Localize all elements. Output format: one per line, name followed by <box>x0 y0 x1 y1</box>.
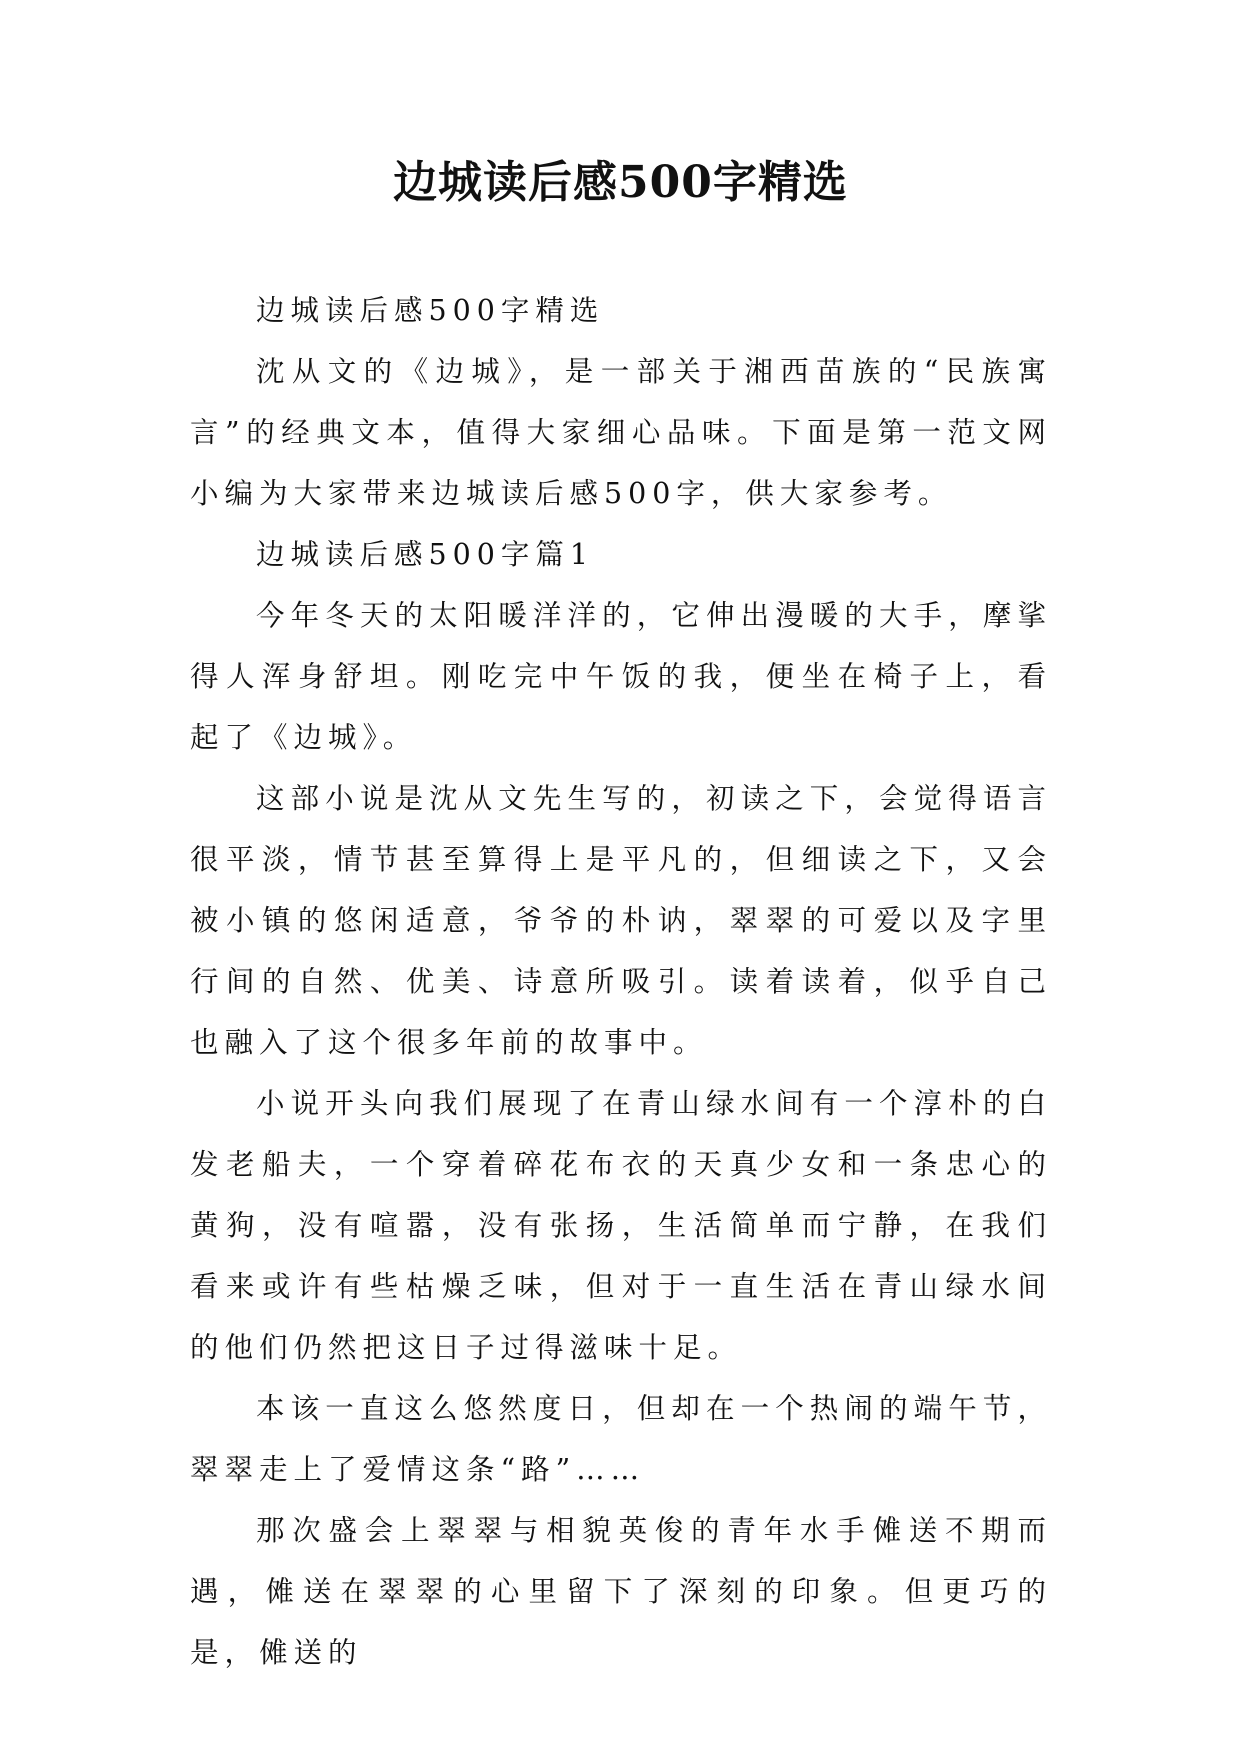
paragraph: 边城读后感500字篇1 <box>256 538 595 571</box>
document-title: 边城读后感500字精选 <box>393 157 848 208</box>
paragraph: 这部小说是沈从文先生写的，初读之下，会觉得语言很平淡，情节甚至算得上是平凡的，但细读之下，又会被小镇的悠闲适意，爷爷的朴讷，翠翠的可爱以及字里行间的自然、优美、诗意所吸引。读着读着，似乎自己也融入了这个很多年前的故事中。 <box>190 782 1052 1059</box>
paragraph: 小说开头向我们展现了在青山绿水间有一个淳朴的白发老船夫，一个穿着碎花布衣的天真少女和一条忠心的黄狗，没有喧嚣，没有张扬，生活简单而宁静，在我们看来或许有些枯燥乏味，但对于一直生活在青山绿水间的他们仍然把这日子过得滋味十足。 <box>190 1087 1052 1364</box>
paragraph: 边城读后感500字精选 <box>256 294 605 327</box>
paragraph: 那次盛会上翠翠与相貌英俊的青年水手傩送不期而遇，傩送在翠翠的心里留下了深刻的印象。但更巧的是，傩送的 <box>190 1514 1052 1669</box>
paragraph: 今年冬天的太阳暖洋洋的，它伸出漫暖的大手，摩挲得人浑身舒坦。刚吃完中午饭的我，便坐在椅子上，看起了《边城》。 <box>190 599 1052 754</box>
paragraph: 沈从文的《边城》，是一部关于湘西苗族的“民族寓言”的经典文本，值得大家细心品味。下面是第一范文网小编为大家带来边城读后感500字，供大家参考。 <box>190 355 1052 510</box>
document-body <box>190 280 1052 1683</box>
paragraph: 本该一直这么悠然度日，但却在一个热闹的端午节，翠翠走上了爱情这条“路”…… <box>190 1392 1052 1486</box>
